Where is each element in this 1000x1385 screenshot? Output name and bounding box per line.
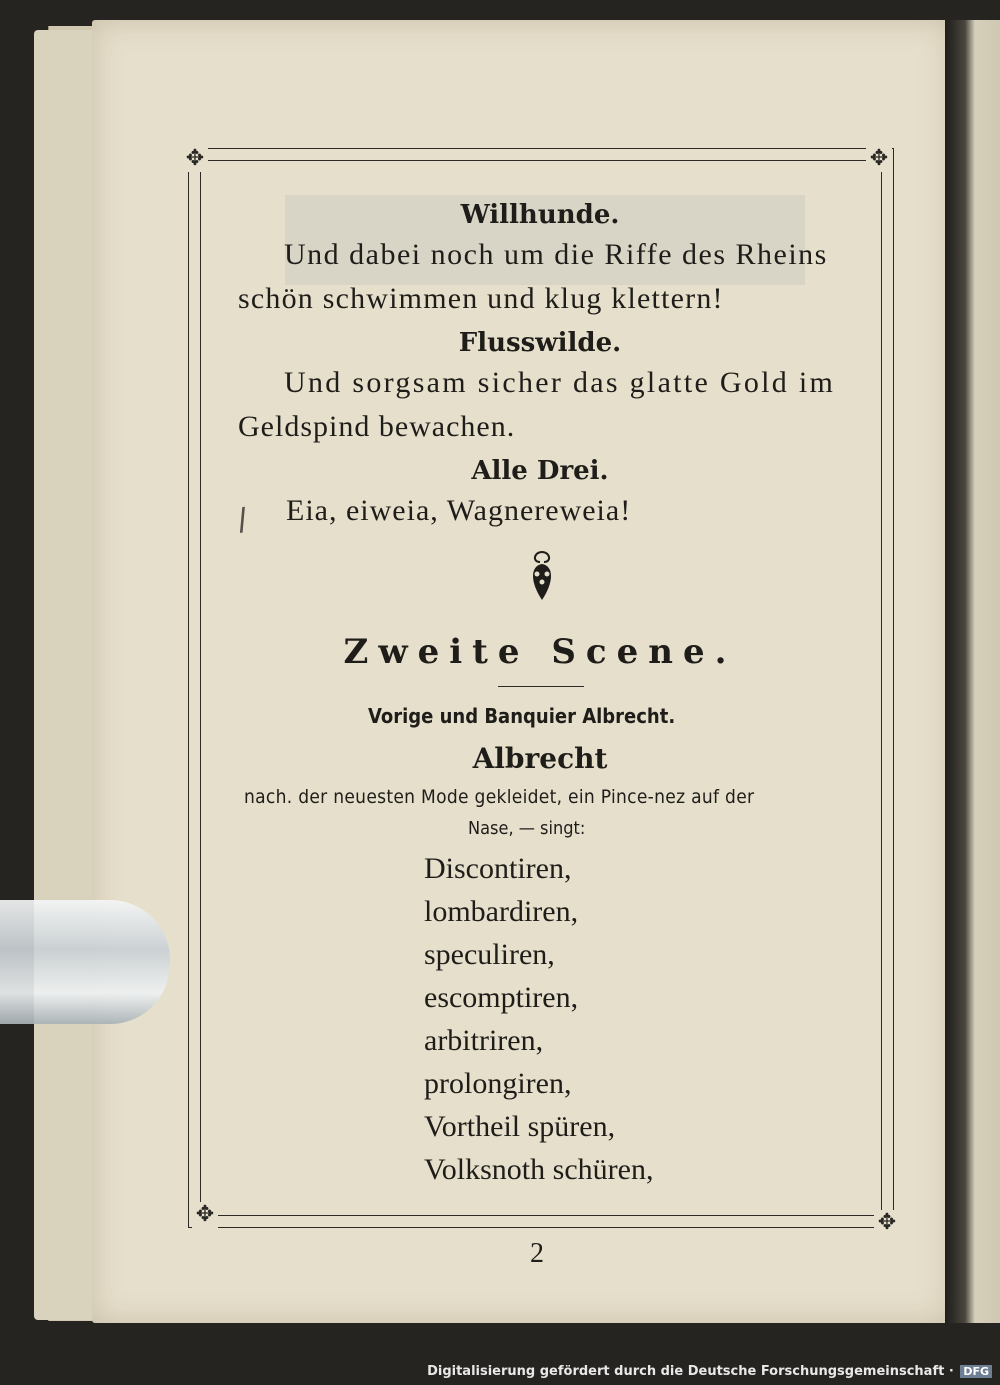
verse-line: arbitriren, [424,1024,544,1057]
verse-line: escomptiren, [424,981,579,1014]
corner-ornament-icon: ✥ [192,1202,218,1228]
verse-line: Eia, eiweia, Wagnereweia! [286,494,632,527]
stage-direction: Nase, — singt: [468,818,586,839]
speaker-alle-drei: Alle Drei. [471,456,609,486]
glass-page-weight [0,900,170,1024]
stage-direction: nach. der neuesten Mode gekleidet, ein Pince-nez auf der [244,786,755,808]
verse-line: speculiren, [424,938,555,971]
speaker-albrecht: Albrecht [472,742,608,775]
verse-line: Und dabei noch um die Riffe des Rheins [284,238,828,271]
scene-cast: Vorige und Banquier Albrecht. [368,704,676,728]
verse-line: Discontiren, [424,852,572,885]
verse-line: lombardiren, [424,895,579,928]
vignette-ornament-icon [528,548,556,606]
dfg-logo-badge: DFG [960,1365,992,1378]
verse-line: prolongiren, [424,1067,572,1100]
corner-ornament-icon: ✥ [182,146,208,172]
digitization-footer: Digitalisierung gefördert durch die Deutsche Forschungsgemeinschaft · DFG [427,1364,992,1379]
verse-line: Geldspind bewachen. [238,410,516,443]
speaker-willhunde: Willhunde. [460,200,620,230]
verse-line: schön schwimmen und klug klettern! [238,282,724,315]
verse-line: Vortheil spüren, [424,1110,616,1143]
scene-heading: Zweite Scene. [343,632,737,672]
footer-text: Digitalisierung gefördert durch die Deutsche Forschungsgemeinschaft [427,1364,945,1379]
corner-ornament-icon: ✥ [866,146,892,172]
page-number: 2 [530,1238,544,1269]
corner-ornament-icon: ✥ [874,1210,900,1236]
pencil-mark: / [234,501,251,541]
verse-line: Und sorgsam sicher das glatte Gold im [284,366,836,399]
book-gutter [945,20,1000,1323]
speaker-flusswilde: Flusswilde. [458,328,622,358]
divider [498,686,584,687]
verse-line: Volksnoth schüren, [424,1153,654,1186]
